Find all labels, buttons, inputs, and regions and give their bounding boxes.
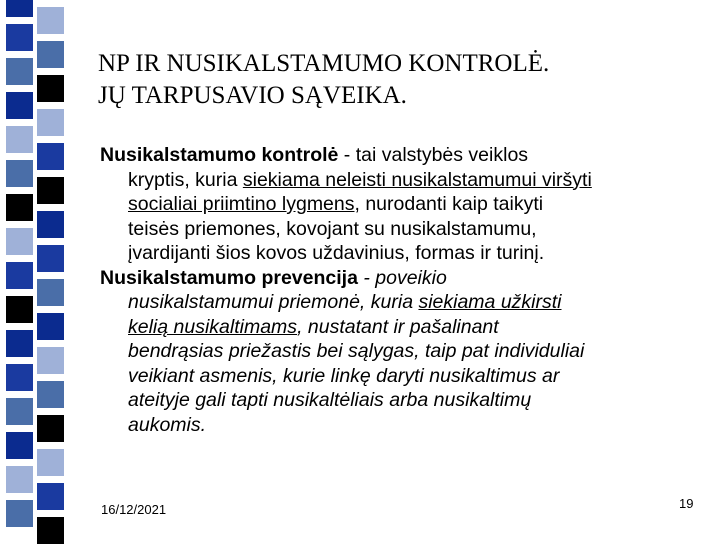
title-line-2: JŲ TARPUSAVIO SĄVEIKA.: [98, 82, 407, 109]
paragraph-line: [100, 143, 710, 168]
paragraph-line: ateityje gali tapti nusikaltėliais arba nusikaltimų: [128, 389, 532, 411]
stripe-square: [37, 75, 64, 102]
paragraph-line: [100, 192, 710, 217]
text-span: , nurodanti kaip taikyti: [354, 193, 544, 215]
slide-body: [100, 143, 710, 437]
paragraph-line: įvardijanti šios kovos uždavinius, formas ir turinį.: [128, 242, 545, 264]
underlined-text: kelią nusikaltimams: [128, 315, 298, 338]
stripe-square: [37, 7, 64, 34]
stripe-square: [6, 126, 33, 153]
paragraph-line: [100, 168, 710, 193]
stripe-square: [37, 483, 64, 510]
stripe-square: [37, 41, 64, 68]
underlined-text: socialiai priimtino lygmens: [128, 193, 355, 215]
stripe-square: [6, 398, 33, 425]
underlined-text: siekiama neleisti nusikalstamumui viršyti: [242, 168, 592, 191]
stripe-square: [37, 415, 64, 442]
stripe-square: [37, 449, 64, 476]
stripe-square: [6, 296, 33, 323]
paragraph-line: bendrąsias priežastis bei sąlygas, taip pat individuliai: [128, 340, 585, 362]
stripe-square: [6, 24, 33, 51]
stripe-square: [37, 211, 64, 238]
stripe-square: [6, 330, 33, 357]
text-span: kryptis, kuria: [128, 168, 243, 191]
paragraph-line: [100, 290, 710, 315]
text-span: , nustatant ir pašalinant: [297, 315, 499, 338]
stripe-square: [6, 92, 33, 119]
stripe-square: [37, 381, 64, 408]
paragraph-line: [100, 315, 710, 340]
term-kontrole: Nusikalstamumo kontrolė: [100, 144, 339, 166]
title-line-1: NP IR NUSIKALSTAMUMO KONTROLĖ.: [98, 50, 550, 77]
slide-title: [98, 48, 698, 112]
text-span: - tai valstybės veiklos: [338, 144, 529, 166]
paragraph-control: [100, 143, 710, 266]
stripe-square: [37, 109, 64, 136]
stripe-square: [6, 194, 33, 221]
stripe-square: [37, 347, 64, 374]
decorative-stripe: [0, 0, 68, 540]
stripe-square: [6, 262, 33, 289]
paragraph-line: [100, 266, 710, 291]
page-number: 19: [679, 496, 694, 511]
stripe-square: [37, 279, 64, 306]
stripe-square: [6, 432, 33, 459]
stripe-square: [37, 313, 64, 340]
text-span: nusikalstamumui priemonė, kuria: [128, 291, 419, 313]
text-span: - poveikio: [357, 266, 447, 289]
footer-date: 16/12/2021: [101, 502, 167, 517]
stripe-square: [37, 143, 64, 170]
stripe-square: [6, 364, 33, 391]
stripe-square: [37, 245, 64, 272]
stripe-square: [6, 228, 33, 255]
paragraph-line: aukomis.: [128, 413, 207, 436]
stripe-square: [6, 58, 33, 85]
stripe-square: [37, 177, 64, 204]
term-prevencija: Nusikalstamumo prevencija: [100, 266, 358, 289]
paragraph-line: teisės priemones, kovojant su nusikalstamumu,: [128, 217, 537, 240]
stripe-square: [6, 500, 33, 527]
paragraph-line: veikiant asmenis, kurie linkę daryti nusikaltimus ar: [128, 364, 560, 387]
paragraph-prevention: [100, 266, 710, 438]
stripe-square: [6, 160, 33, 187]
stripe-square: [6, 0, 33, 17]
underlined-text: siekiama užkirsti: [418, 291, 562, 313]
stripe-square: [6, 466, 33, 493]
